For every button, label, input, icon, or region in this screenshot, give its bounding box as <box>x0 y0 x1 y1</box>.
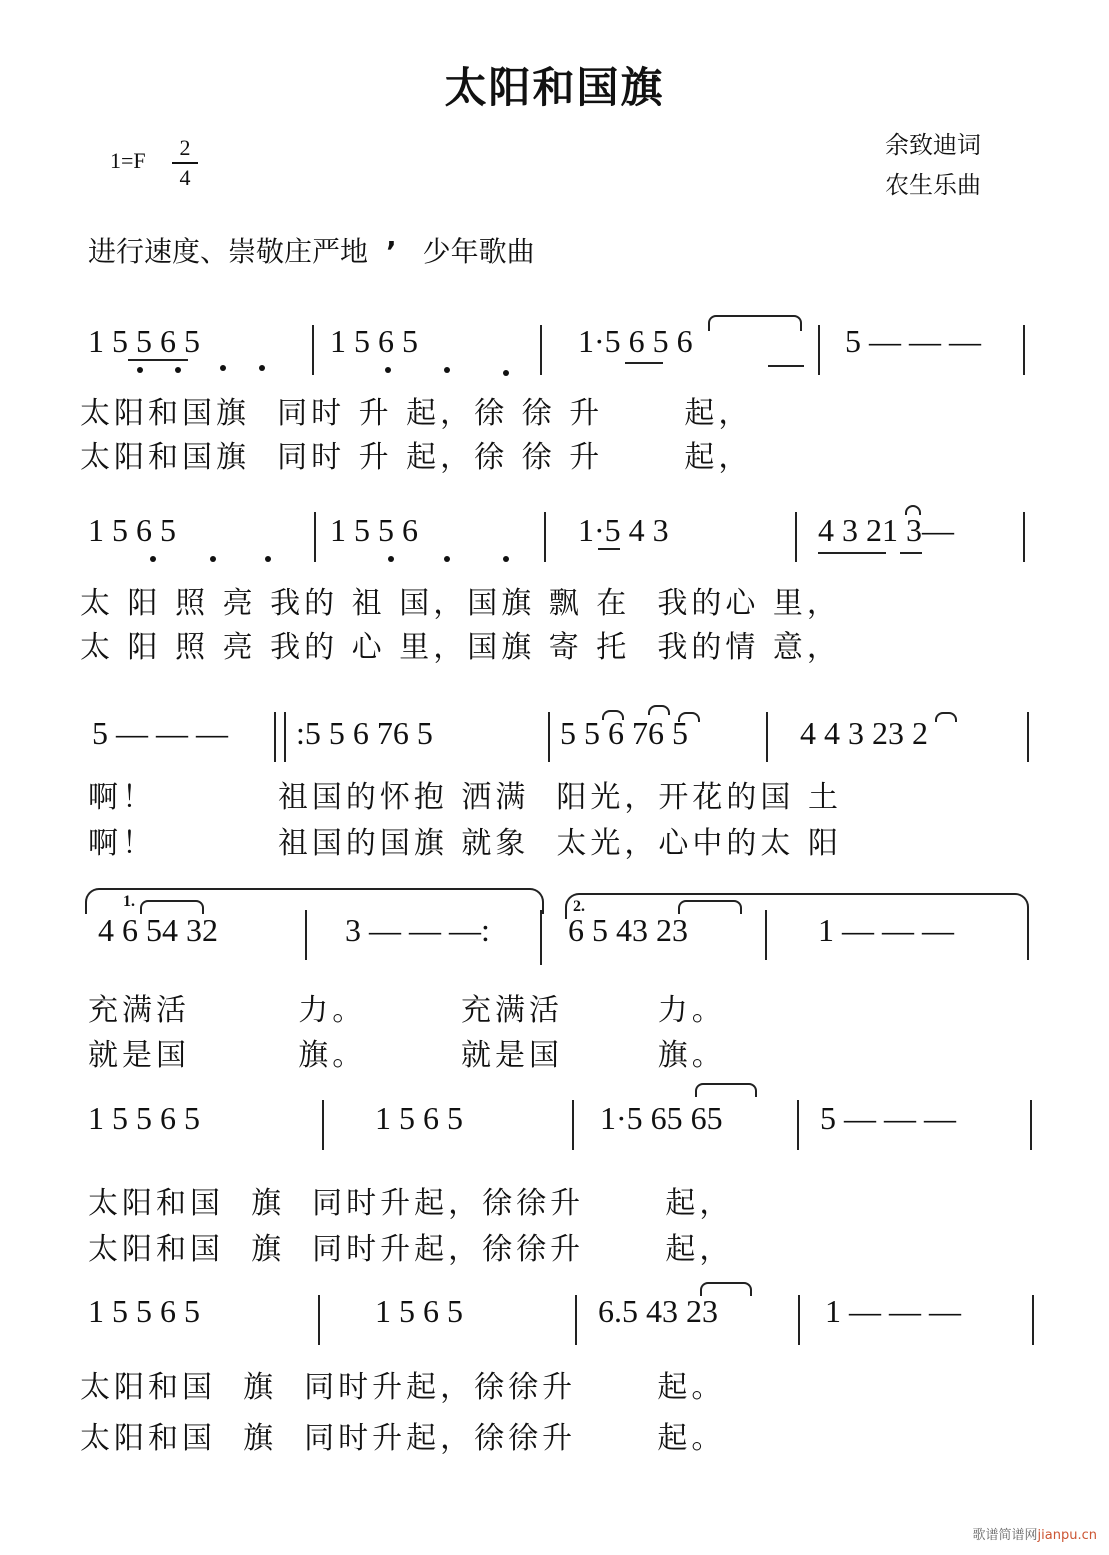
lyric-verse-1: 太阳和国 旗 同时升起，徐徐升 起。 <box>80 1370 726 1405</box>
barline <box>312 325 314 375</box>
watermark <box>973 1524 1097 1543</box>
tempo-text: 进行速度、崇敬庄严地 <box>88 235 369 268</box>
barline <box>572 1100 574 1150</box>
slur <box>708 315 802 331</box>
slur <box>700 1282 752 1296</box>
key-signature: 1=F <box>110 148 146 173</box>
volta-number-1: 1. <box>123 893 135 910</box>
barline <box>798 1295 800 1345</box>
low-octave-dot <box>220 365 226 371</box>
measure-3-4: 4 4 3 23 2 <box>800 715 928 751</box>
barline <box>305 910 307 960</box>
lyric-verse-2: 啊！ 祖国的国旗 就象 太光，心中的太 阳 <box>88 826 842 861</box>
barline <box>1030 1100 1032 1150</box>
barline <box>1027 910 1029 960</box>
genre-label: 少年歌曲 <box>422 235 535 268</box>
measure-5-1: 1 5 5 6 5 <box>88 1100 200 1136</box>
barline <box>1027 712 1029 762</box>
lyric-verse-2: 就是国 旗。 就是国 旗。 <box>88 1038 726 1073</box>
time-denominator: 4 <box>179 165 191 190</box>
lyricist-credit: 余致迪词 <box>885 131 981 159</box>
barline <box>318 1295 320 1345</box>
measure-4-3: 6 5 43 23 <box>568 912 688 948</box>
measure-1-3: 1·5 6 5 6 <box>578 323 693 359</box>
time-numerator: 2 <box>179 135 191 160</box>
measure-2-1: 1 5 6 5 <box>88 512 176 548</box>
slur <box>602 710 624 720</box>
underline-beam <box>128 359 188 361</box>
barline <box>548 712 550 762</box>
underline-beam <box>900 552 922 554</box>
low-octave-dot <box>175 367 181 373</box>
watermark-en: jianpu.cn <box>1037 1528 1097 1543</box>
time-signature <box>172 134 198 192</box>
measure-4-2: 3 — — —: <box>345 912 490 948</box>
lyric-verse-1: 太阳和国旗 同时 升 起，徐 徐 升 起， <box>80 396 753 431</box>
tempo-marking <box>88 230 535 270</box>
measure-5-4: 5 — — — <box>820 1100 956 1136</box>
measure-6-3: 6.5 43 23 <box>598 1293 718 1329</box>
low-octave-dot <box>444 367 450 373</box>
barline <box>274 712 276 762</box>
measure-1-4: 5 — — — <box>845 323 981 359</box>
breath-mark: ’ <box>386 235 397 268</box>
barline <box>766 712 768 762</box>
barline <box>795 512 797 562</box>
repeat-end-barline <box>540 910 542 965</box>
slur <box>695 1083 757 1097</box>
low-octave-dot <box>137 367 143 373</box>
lyric-verse-2: 太阳和国 旗 同时升起，徐徐升 起， <box>88 1232 734 1267</box>
barline <box>322 1100 324 1150</box>
measure-4-1: 4 6 54 32 <box>98 912 218 948</box>
low-octave-dot <box>444 556 450 562</box>
measure-6-1: 1 5 5 6 5 <box>88 1293 200 1329</box>
low-octave-dot <box>259 365 265 371</box>
underline-beam <box>768 365 804 367</box>
underline-beam <box>818 552 886 554</box>
barline <box>1023 512 1025 562</box>
low-octave-dot <box>210 556 216 562</box>
measure-3-3: 5 5 6 76 5 <box>560 715 688 751</box>
lyric-verse-1: 充满活 力。 充满活 力。 <box>88 993 726 1028</box>
measure-5-2: 1 5 6 5 <box>375 1100 463 1136</box>
repeat-start-barline <box>284 712 286 762</box>
barline <box>575 1295 577 1345</box>
slur <box>140 900 204 914</box>
slur <box>678 712 700 722</box>
barline <box>765 910 767 960</box>
barline <box>1032 1295 1034 1345</box>
measure-4-4: 1 — — — <box>818 912 954 948</box>
lyric-verse-1: 太阳和国 旗 同时升起，徐徐升 起， <box>88 1186 734 1221</box>
slur <box>648 705 670 715</box>
measure-2-2: 1 5 5 6 <box>330 512 418 548</box>
underline-beam <box>598 548 620 550</box>
measure-1-2: 1 5 6 5 <box>330 323 418 359</box>
barline <box>797 1100 799 1150</box>
measure-2-3: 1·5 4 3 <box>578 512 669 548</box>
slur <box>905 505 921 515</box>
measure-3-2: :5 5 6 76 5 <box>296 715 433 751</box>
barline <box>314 512 316 562</box>
measure-3-1: 5 — — — <box>92 715 228 751</box>
measure-1-1: 1 5 5 6 5 <box>88 323 200 359</box>
volta-number-2: 2. <box>573 898 585 915</box>
lyric-verse-1: 啊！ 祖国的怀抱 洒满 阳光，开花的国 土 <box>88 780 842 815</box>
measure-5-3: 1·5 65 65 <box>600 1100 723 1136</box>
lyric-verse-2: 太阳和国旗 同时 升 起，徐 徐 升 起， <box>80 440 753 475</box>
barline <box>818 325 820 375</box>
low-octave-dot <box>385 367 391 373</box>
watermark-cn: 歌谱简谱网 <box>972 1528 1038 1543</box>
low-octave-dot <box>150 556 156 562</box>
slur <box>935 712 957 722</box>
slur <box>678 900 742 914</box>
composer-credit: 农生乐曲 <box>885 171 981 199</box>
lyric-verse-2: 太阳和国 旗 同时升起，徐徐升 起。 <box>80 1421 726 1456</box>
barline <box>544 512 546 562</box>
low-octave-dot <box>265 556 271 562</box>
underline-beam <box>625 362 663 364</box>
low-octave-dot <box>503 556 509 562</box>
measure-6-4: 1 — — — <box>825 1293 961 1329</box>
low-octave-dot <box>503 370 509 376</box>
song-title: 太阳和国旗 <box>444 63 665 112</box>
lyric-verse-2: 太 阳 照 亮 我的 心 里，国旗 寄 托 我的情 意， <box>80 630 841 665</box>
measure-6-2: 1 5 6 5 <box>375 1293 463 1329</box>
lyric-verse-1: 太 阳 照 亮 我的 祖 国，国旗 飘 在 我的心 里， <box>80 586 841 621</box>
barline <box>540 325 542 375</box>
low-octave-dot <box>388 556 394 562</box>
barline <box>1023 325 1025 375</box>
measure-2-4: 4 3 21 3— <box>818 512 954 548</box>
